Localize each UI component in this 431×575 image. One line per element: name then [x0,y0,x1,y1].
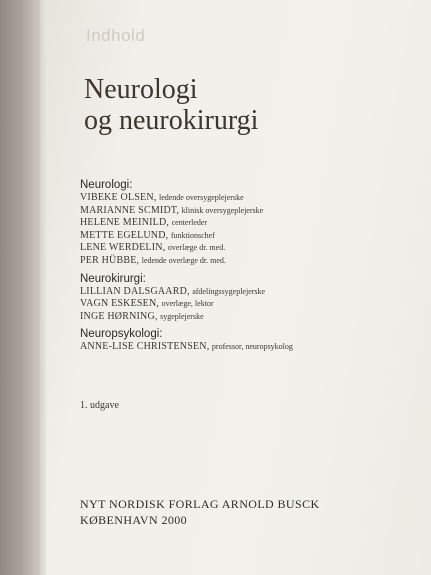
contributors [80,178,400,358]
contributor-name: MARIANNE SCMIDT, [80,204,180,216]
publisher-place-year: KØBENHAVN 2000 [80,513,188,527]
section-neuropsykologi [80,327,400,354]
contributor-role: ledende oversygeplejerske [158,193,244,202]
contributor [80,286,400,299]
book-title-line-2: og neurokirurgi [84,105,259,136]
contributor-role: ledende overlæge dr. med. [141,255,226,265]
contributor-name: HELENE MEINILD, [80,217,170,229]
contributor-name: VAGN ESKESEN, [80,298,160,310]
contributor-role: sygeplejerske [160,311,204,321]
contributor-name: LILLIAN DALSGAARD, [80,285,190,297]
section-heading: Neurologi: [80,179,133,191]
edition-label: 1. udgave [80,400,119,411]
show-through-text: Indhold [86,26,146,45]
contributor [80,242,400,255]
contributor-name: PER HÜBBE, [80,254,140,266]
section-heading: Neuropsykologi: [80,328,163,341]
section-neurokirurgi [80,272,400,324]
contributor [80,311,400,324]
contributor-role: klinisk oversygeplejerske [181,205,264,215]
contributor-name: ANNE-LISE CHRISTENSEN, [80,341,210,353]
contributor-name: VIBEKE OLSEN, [80,192,157,203]
contributor-role: overlæge dr. med. [167,243,226,253]
book-title [84,74,258,136]
contributor [80,217,400,230]
book-title-line-1: Neurologi [84,74,198,105]
contributor [80,230,400,243]
contributor [80,205,400,218]
contributor [80,298,400,311]
contributor-role: centerleder [171,218,208,228]
section-heading: Neurokirurgi: [80,272,146,285]
contributor-name: METTE EGELUND, [80,229,169,241]
contributor-role: afdelingssygeplejerske [192,286,266,296]
contributor [80,341,400,354]
contributor-name: LENE WERDELIN, [80,242,166,254]
contributor [80,192,400,205]
contributor-role: funktionschef [170,230,215,240]
section-neurologi [80,178,400,268]
contributor [80,255,400,268]
contributor-role: professor, neuropsykolog [211,342,293,352]
publisher-imprint [80,496,320,528]
publisher-name: NYT NORDISK FORLAG ARNOLD BUSCK [80,497,320,511]
contributor-name: INGE HØRNING, [80,310,158,322]
contributor-role: overlæge, lektor [161,299,214,309]
